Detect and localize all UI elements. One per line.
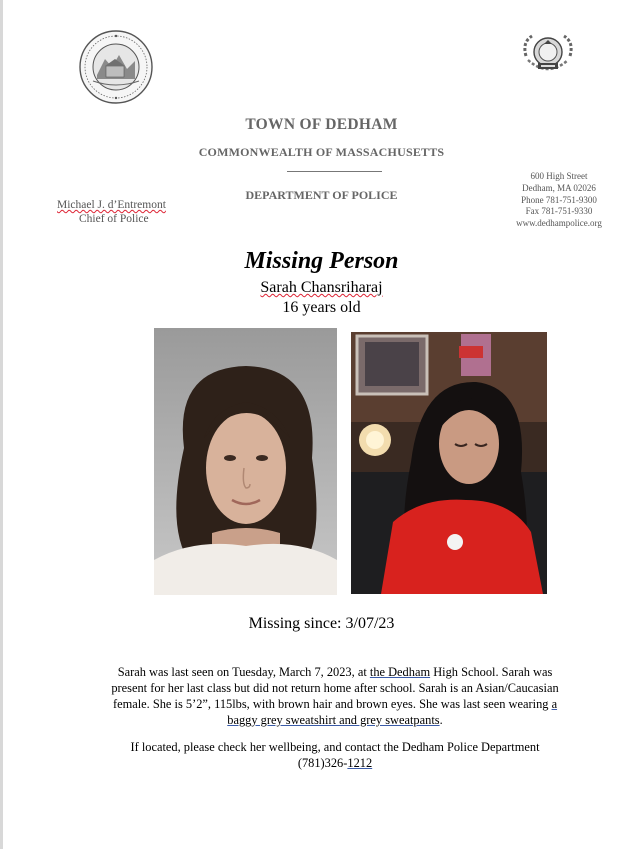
police-badge-icon (516, 30, 580, 80)
chief-name: Michael J. d’Entremont (57, 199, 166, 211)
address-fax: Fax 781-751-9330 (525, 206, 593, 217)
missing-person-headline: Missing Person (244, 248, 399, 274)
address-street: 600 High Street (530, 171, 588, 181)
town-seal-icon (79, 29, 153, 105)
school-portrait-photo (154, 328, 337, 595)
chief-title: Chief of Police (79, 213, 149, 225)
candid-photo (351, 332, 547, 594)
contact-paragraph (100, 739, 570, 771)
department-title: DEPARTMENT OF POLICE (245, 188, 398, 202)
contact-phone-prefix: (781)326- (297, 756, 348, 770)
description-part1: Sarah was last seen on Tuesday, March 7, 2023, at (117, 665, 370, 679)
address-phone: Phone 781-751-9300 (521, 194, 597, 205)
person-name (0, 279, 643, 297)
commonwealth-title: COMMONWEALTH OF MASSACHUSETTS (198, 145, 445, 159)
address-block (504, 171, 614, 230)
missing-since: Missing since: 3/07/23 (248, 615, 395, 632)
address-city: Dedham, MA 02026 (522, 182, 596, 193)
address-website: www.dedhampolice.org (516, 218, 602, 229)
description-part2: High School. Sarah was present for her last class but did not return home after school. Sarah is an Asian/Caucasian female. She is 5’2”, 115lbs, with brown hair and brown eyes. She was last seen wearing (111, 665, 559, 711)
description-part3: . (439, 713, 443, 727)
header-divider (287, 171, 382, 172)
person-age: 16 years old (282, 299, 361, 316)
person-name-text: Sarah Chansriharaj (260, 279, 383, 296)
description-paragraph (100, 664, 570, 728)
description-location: the Dedham (369, 665, 431, 679)
contact-phone-suffix: 1212 (347, 756, 373, 770)
description-clothing: a baggy grey sweatshirt and grey sweatpants (227, 697, 558, 727)
contact-text: If located, please check her wellbeing, and contact the Dedham Police Department (130, 740, 540, 754)
town-title: TOWN OF DEDHAM (245, 116, 398, 133)
contact-phone (100, 755, 570, 771)
